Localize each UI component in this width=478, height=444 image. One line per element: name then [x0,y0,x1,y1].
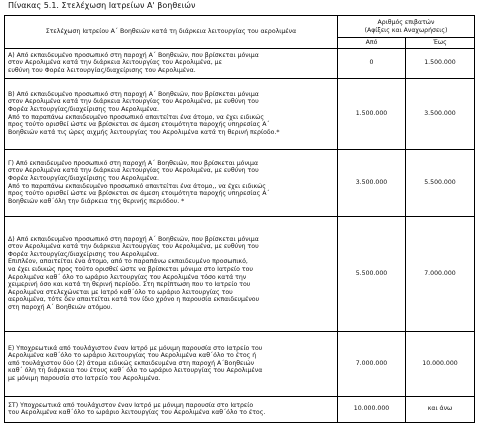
row-line: στον Αερολιμένα κατά την διάρκεια λειτουργίας του Αερολιμένα, με [8,59,222,67]
header-staffing: Στελέχωση Ιατρείου Α΄ Βοηθειών κατά τη διάρκεια λειτουργίας του αερολιμένα [5,16,338,49]
row-line: Αερολιμένα καθ΄όλο το ωράριο λειτουργίας του Αερολιμένα καθ΄όλο το έτος ή [8,352,257,360]
row-line: Βοηθειών κατά τις ώρες αιχμής λειτουργίας του Αερολιμένα κατά τη θερινή περίοδο.* [8,128,280,136]
row-line: Από το παραπάνω εκπαιδευμένο προσωπικό απαιτείται ένα άτομο,, να έχει ειδικώς [8,182,266,190]
row-line: Γ) Από εκπαιδευμένο προσωπικό στη παροχή Α΄ Βοηθειών, που βρίσκεται μόνιμα [8,159,259,167]
row-line: Φορέα λειτουργίας/διαχείρισης του Αερολιμένα. [8,106,159,113]
row-line: στη παροχή Α΄ Βοηθειών ατόμου. [8,303,113,311]
row-line: στον Αερολιμένα κατά την διάρκεια λειτουργίας του Αερολιμένα, με ευθύνη του [8,167,259,175]
row-description [5,331,338,396]
row-line: Από το παραπάνω εκπαιδευμένο προσωπικό απαιτείται ένα άτομο, να έχει ειδικώς [8,113,264,121]
row-to: και άνω [406,396,475,422]
table-row [5,78,475,149]
header-to: Έως [406,38,475,49]
row-line: Β) Από εκπαιδευμένο προσωπικό στη παροχή Α΄ Βοηθειών, που βρίσκεται μόνιμα [8,90,259,98]
row-from: 3.500.000 [338,149,406,216]
row-to: 3.500.000 [406,78,475,149]
row-from: 10.000.000 [338,396,406,422]
row-line: προς τούτο ορισθεί ώστε να βρίσκεται σε άμεση ετοιμότητα παροχής υπηρεσίας Α΄ [8,190,270,198]
row-from: 5.500.000 [338,216,406,331]
row-line: Επιπλέον, απαιτείται ένα άτομο, από το παραπάνω εκπαιδευμένο προσωπικό, [8,258,248,266]
table-row [5,331,475,396]
row-line: με μόνιμη παρουσία στο Ιατρείο του Αερολιμένα. [8,374,161,382]
row-description [5,396,338,422]
row-description [5,149,338,216]
row-line: Α) Από εκπαιδευμένο προσωπικό στη παροχή Α΄ Βοηθειών, που βρίσκεται μόνιμα [8,51,259,59]
table-row [5,396,475,422]
row-line: ευθύνη του Φορέα λειτουργίας/διαχείρισης του Αερολιμένα. [8,66,196,74]
header-passenger-count-line2: (Αφίξεις και Αναχωρήσεις) [364,26,448,34]
staffing-table [4,15,475,423]
header-passenger-count [338,16,475,38]
row-from: 7.000.000 [338,331,406,396]
row-line: Αερολιμένα στελεχώνεται με Ιατρό καθ΄όλο το ωράριο λειτουργίας του [8,288,233,296]
table-caption: Πίνακας 5.1. Στελέχωση Ιατρείων Α' βοηθειών [8,1,196,10]
row-line: ΣΤ) Υποχρεωτικά από τουλάχιστον έναν Ιατρό με μόνιμη παρουσία στο Ιατρείο [8,401,254,409]
row-line: στον Αερολιμένα κατά την διάρκεια λειτουργίας του Αερολιμένα, με ευθύνη του [8,243,259,251]
row-to: 7.000.000 [406,216,475,331]
row-line: να έχει ειδικώς προς τούτο ορισθεί ώστε να βρίσκεται μόνιμα στο Ιατρείο του [8,266,253,273]
row-description [5,216,338,331]
row-description [5,48,338,78]
table-row [5,149,475,216]
row-to: 5.500.000 [406,149,475,216]
row-line: καθ΄ όλη τη διάρκεια του έτους καθ΄ όλο το ωράριο λειτουργίας του Αερολιμένα [8,367,263,375]
row-line: χειμερινή όσο και κατά τη θερινή περίοδο. Στη περίπτωση που το Ιατρείο του [8,281,251,289]
row-line: Βοηθειών καθ΄όλη την διάρκεια της θερινής περιόδου. * [8,197,185,205]
header-from: Από [338,38,406,49]
row-line: προς τούτο ορισθεί ώστε να βρίσκεται σε άμεση ετοιμότητα παροχής υπηρεσίας Α΄ [8,121,270,129]
row-line: Φορέα λειτουργίας/διαχείρισης του Αερολιμένα. [8,175,159,182]
row-from: 0 [338,48,406,78]
row-line: από τουλάχιστον δύο (2) άτομα ειδικώς εκπαιδευμένα στη παροχή Α΄Βοηθειών [8,359,255,367]
row-line: Δ) Από εκπαιδευμένο προσωπικό στη παροχή Α΄ Βοηθειών, που βρίσκεται μόνιμα [8,235,259,243]
row-line: αερολιμένα, τότε δεν απαιτείται κατά τον ίδιο χρόνο η παρουσία εκπαιδευμένου [8,296,260,304]
row-line: στον Αερολιμένα κατά την διάρκεια λειτουργίας του Αερολιμένα, με ευθύνη του [8,98,259,106]
row-description [5,78,338,149]
table-row [5,48,475,78]
row-line: του Αερολιμένα καθ΄όλο το ωράριο λειτουργίας του Αερολιμένα καθ΄όλο το έτος. [8,409,266,417]
table-row [5,216,475,331]
row-line: Αερολιμένα καθ΄ όλο το ωράριο λειτουργίας του Αερολιμένα τόσο κατά την [8,273,247,281]
row-from: 1.500.000 [338,78,406,149]
header-passenger-count-line1: Αριθμός επιβατών [377,18,435,26]
row-to: 1.500.000 [406,48,475,78]
row-line: Ε) Υποχρεωτικά από τουλάχιστον έναν Ιατρό με μόνιμη παρουσία στο Ιατρείο του [8,344,263,352]
row-to: 10.000.000 [406,331,475,396]
row-line: Φορέα λειτουργίας/διαχείρισης του Αερολιμένα. [8,250,159,258]
